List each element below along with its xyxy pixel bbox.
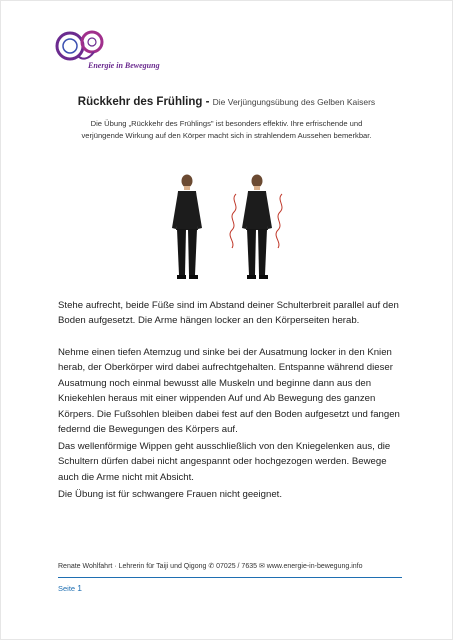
logo [48, 30, 168, 90]
intro-line-1: Die Übung „Rückkehr des Frühlings" ist besonders effektiv. Ihre erfrischende und [90, 119, 363, 128]
wave-arrow-left-icon [230, 194, 236, 248]
wave-arrow-right-icon [276, 194, 282, 248]
standing-figure-right [242, 175, 272, 280]
logo-text: Energie in Bewegung [88, 61, 160, 70]
page-number [58, 583, 82, 593]
footer-divider [58, 577, 402, 578]
footer-contact: Renate Wohlfahrt · Lehrerin für Taiji und Qigong ✆ 07025 / 7635 ✉ www.energie-in-bewegung.info [58, 563, 363, 570]
paragraph-4: Die Übung ist für schwangere Frauen nicht geeignet. [58, 489, 282, 500]
page-title [0, 96, 453, 108]
paragraph-1: Stehe aufrecht, beide Füße sind im Abstand deiner Schulterbreit parallel auf den Boden aufgesetzt. Die Arme hängen locker an den Körperseiten herab. [58, 300, 399, 327]
page-label: Seite [58, 584, 76, 593]
intro-text [30, 118, 423, 142]
page-number-value: 1 [77, 583, 82, 593]
exercise-figures [156, 172, 296, 284]
paragraph-3: Das wellenförmige Wippen geht ausschließlich von den Kniegelenken aus, die Schultern dürfen dabei nicht angespannt oder hochgezogen werden. Bewege auch die Arme nicht mit Absicht. [58, 441, 391, 483]
intro-line-2: verjüngende Wirkung auf den Körper macht sich in strahlendem Aussehen bemerkbar. [81, 131, 372, 140]
standing-figure-left [172, 175, 202, 280]
title-sub: Die Verjüngungsübung des Gelben Kaisers [212, 97, 376, 107]
title-main: Rückkehr des Frühling - [77, 96, 213, 108]
paragraph-2: Nehme einen tiefen Atemzug und sinke bei der Ausatmung locker in den Knien herab, der Oberkörper wird dabei aufrechtgehalten. Entspanne während dieser Ausatmung noch einmal bewusst alle Muskeln und beginne dann aus den Kniekehlen heraus mit einer wippenden Auf und Ab Bewegung des ganzen Körpers. Die Fußsohlen bleiben dabei fest auf den Boden aufgesetzt und fangen federnd die Bewegungen des Körpers auf. [58, 347, 400, 436]
